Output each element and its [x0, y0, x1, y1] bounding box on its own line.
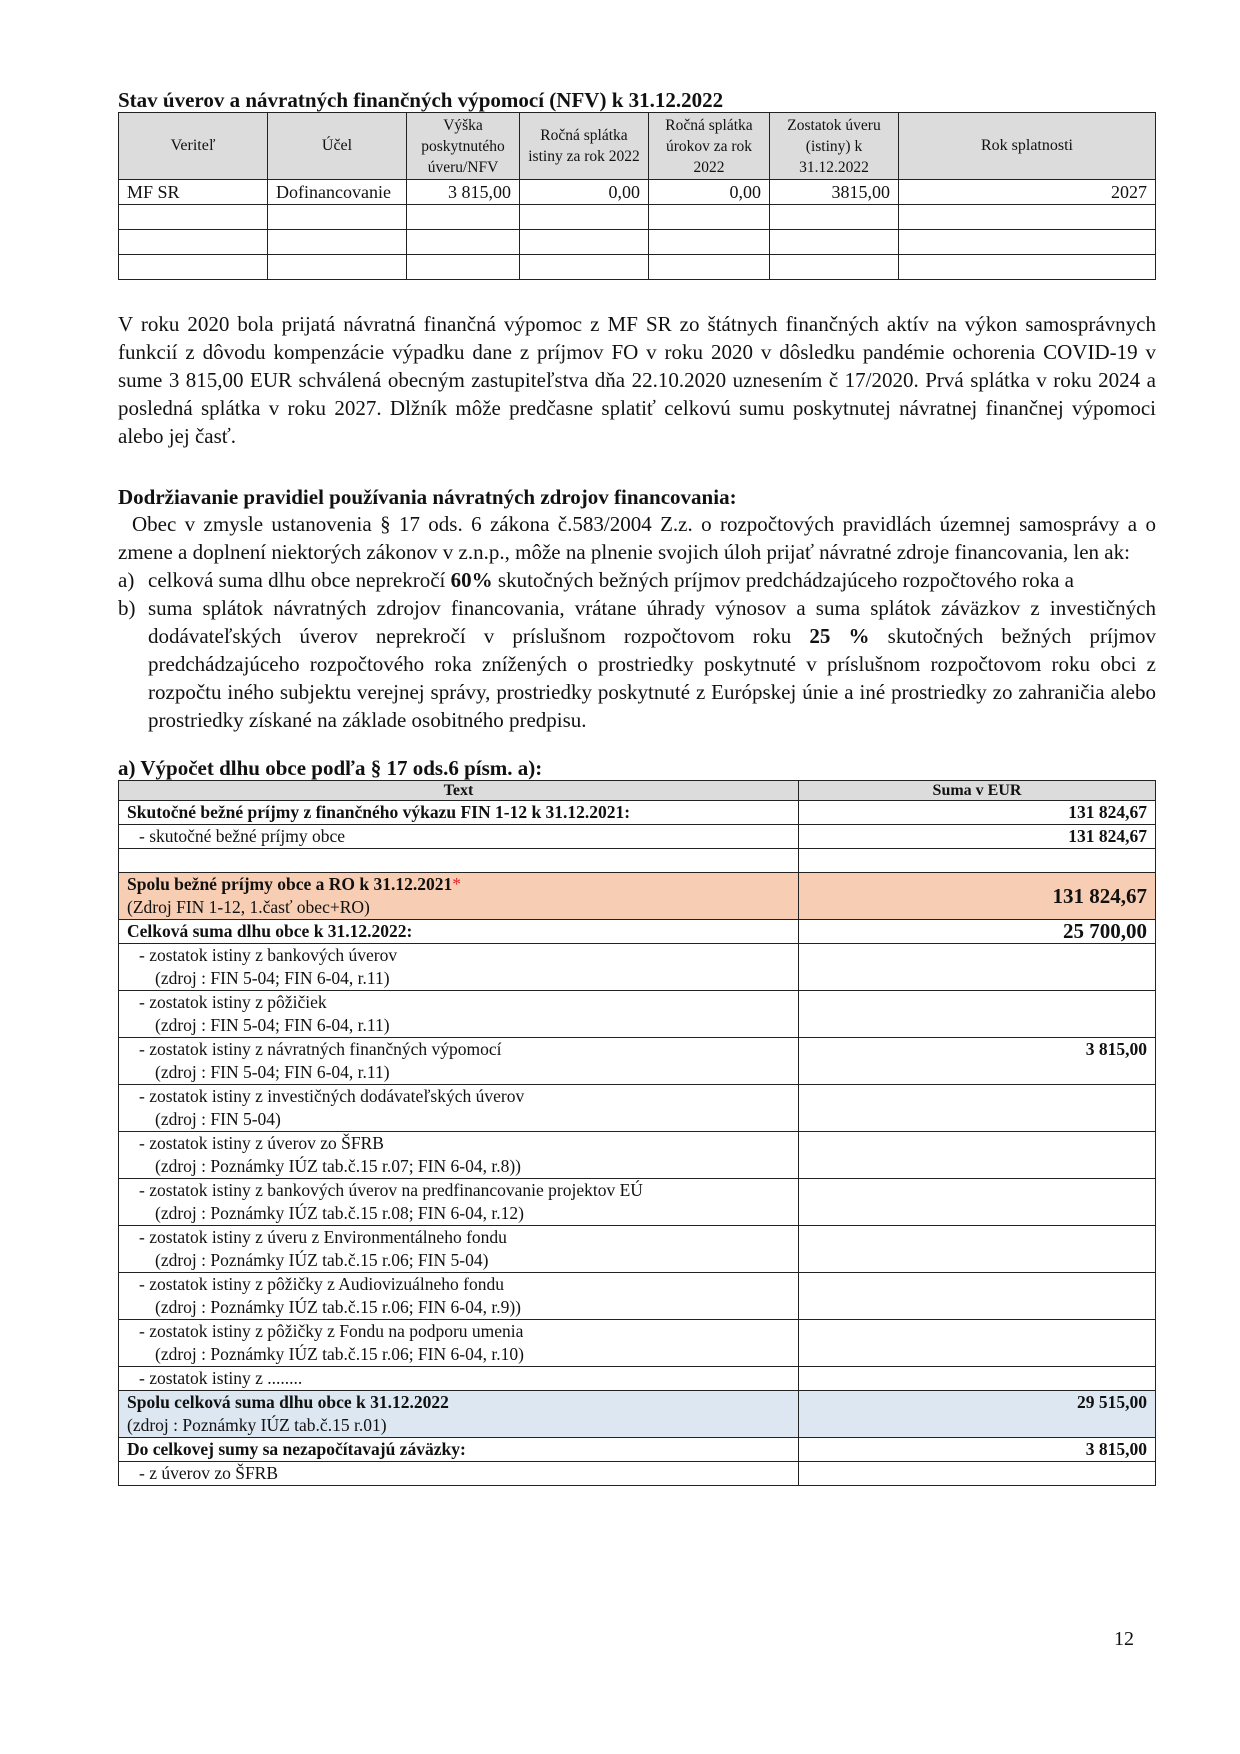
table-row	[119, 825, 1156, 849]
row-value	[799, 1320, 1156, 1367]
table-row	[119, 801, 1156, 825]
table-row	[119, 944, 1156, 991]
row-label: Do celkovej sumy sa nezapočítavajú záväzky:	[119, 1438, 799, 1462]
calc-title: a) Výpočet dlhu obce podľa § 17 ods.6 písm. a):	[118, 756, 543, 780]
row-value: 3 815,00	[799, 1438, 1156, 1462]
row-value	[799, 1179, 1156, 1226]
loans-title: Stav úverov a návratných finančných výpomocí (NFV) k 31.12.2022	[118, 88, 724, 112]
cell-balance: 3815,00	[770, 180, 899, 205]
row-value: 25 700,00	[799, 920, 1156, 944]
col-header-amount: Výška poskytnutého úveru/NFV	[407, 113, 520, 180]
col-header-sum: Suma v EUR	[799, 781, 1156, 801]
col-header-maturity: Rok splatnosti	[899, 113, 1156, 180]
row-label: - zostatok istiny z investičných dodávateľských úverov (zdroj : FIN 5-04)	[119, 1085, 799, 1132]
row-value	[799, 1085, 1156, 1132]
col-header-creditor: Veriteľ	[119, 113, 268, 180]
rule-a	[118, 566, 1156, 594]
row-value: 131 824,67	[799, 873, 1156, 920]
table-row	[119, 1038, 1156, 1085]
rule-b-text: suma splátok návratných zdrojov financovania, vrátane úhrady výnosov a suma splátok záväzkov z investičných dodávateľských úverov neprekročí v príslušnom rozpočtovom roku 25 % skutočných bežných príjmov predchádzajúceho rozpočtového roka znížených o prostriedky poskytnuté v príslušnom rozpočtovom roku obci z rozpočtu iného subjektu verejnej správy, prostriedky poskytnuté z Európskej únie a iné prostriedky zo zahraničia alebo prostriedky získané na základe osobitného predpisu.	[148, 596, 1157, 732]
row-label: Spolu bežné príjmy obce a RO k 31.12.2021* (Zdroj FIN 1-12, 1.časť obec+RO)	[119, 873, 799, 920]
loans-table	[118, 112, 1156, 280]
table-row	[119, 1226, 1156, 1273]
table-row	[119, 1462, 1156, 1486]
rule-a-marker: a)	[118, 568, 135, 592]
rule-b-marker: b)	[118, 596, 136, 620]
cell-purpose: Dofinancovanie	[268, 180, 407, 205]
row-label: - zostatok istiny z ........	[119, 1367, 799, 1391]
row-label: Spolu celková suma dlhu obce k 31.12.2022 (zdroj : Poznámky IÚZ tab.č.15 r.01)	[119, 1391, 799, 1438]
debt-calculation-table	[118, 780, 1156, 1486]
cell-amount: 3 815,00	[407, 180, 520, 205]
row-label: Celková suma dlhu obce k 31.12.2022:	[119, 920, 799, 944]
row-value: 29 515,00	[799, 1391, 1156, 1438]
cell-principal-repayment: 0,00	[520, 180, 649, 205]
row-value	[799, 1462, 1156, 1486]
row-value: 3 815,00	[799, 1038, 1156, 1085]
row-label: - zostatok istiny z úveru z Environmentálneho fondu (zdroj : Poznámky IÚZ tab.č.15 r.06; FIN 5-04)	[119, 1226, 799, 1273]
col-header-principal-repayment: Ročná splátka istiny za rok 2022	[520, 113, 649, 180]
table-row	[119, 1367, 1156, 1391]
rule-a-limit: 60%	[450, 568, 493, 592]
nfv-paragraph: V roku 2020 bola prijatá návratná finančná výpomoc z MF SR zo štátnych finančných aktív na výkon samosprávnych funkcií z dôvodu kompenzácie výpadku dane z príjmov FO v roku 2020 v dôsledku pandémie ochorenia COVID-19 v sume 3 815,00 EUR schválená obecným zastupiteľstva dňa 22.10.2020 uznesením č 17/2020. Prvá splátka v roku 2024 a posledná splátka v roku 2027. Dlžník môže predčasne splatiť celkovú sumu poskytnutej návratnej finančnej výpomoci alebo jej časť.	[118, 312, 1156, 448]
table-row	[119, 1132, 1156, 1179]
table-row	[119, 1438, 1156, 1462]
row-label: - z úverov zo ŠFRB	[119, 1462, 799, 1486]
col-header-purpose: Účel	[268, 113, 407, 180]
row-label: - zostatok istiny z bankových úverov na predfinancovanie projektov EÚ (zdroj : Poznámky IÚZ tab.č.15 r.08; FIN 6-04, r.12)	[119, 1179, 799, 1226]
row-value	[799, 1132, 1156, 1179]
rule-b-limit: 25 %	[809, 624, 870, 648]
rule-b	[118, 594, 1156, 734]
row-value	[799, 1273, 1156, 1320]
row-label: - zostatok istiny z pôžičky z Fondu na podporu umenia (zdroj : Poznámky IÚZ tab.č.15 r.06; FIN 6-04, r.10)	[119, 1320, 799, 1367]
rule-a-text: celková suma dlhu obce neprekročí 60% skutočných bežných príjmov predchádzajúceho rozpočtového roka a	[148, 568, 1074, 592]
asterisk: *	[452, 874, 461, 894]
debt-items	[119, 944, 1156, 1367]
table-row	[119, 920, 1156, 944]
total-debt-row	[119, 1391, 1156, 1438]
row-value: 131 824,67	[799, 825, 1156, 849]
table-row	[119, 991, 1156, 1038]
col-header-interest-repayment: Ročná splátka úrokov za rok 2022	[649, 113, 770, 180]
table-row	[119, 180, 1156, 205]
row-label: Skutočné bežné príjmy z finančného výkazu FIN 1-12 k 31.12.2021:	[119, 801, 799, 825]
table-row	[119, 1085, 1156, 1132]
table-row	[119, 1179, 1156, 1226]
calc-header-row	[119, 781, 1156, 801]
row-value	[799, 991, 1156, 1038]
table-row-empty	[119, 849, 1156, 873]
col-header-balance: Zostatok úveru (istiny) k 31.12.2022	[770, 113, 899, 180]
row-value	[799, 1226, 1156, 1273]
table-row-empty	[119, 205, 1156, 230]
rules-heading: Dodržiavanie pravidiel používania návratných zdrojov financovania:	[118, 485, 737, 509]
rules-list	[118, 566, 1156, 734]
table-row-empty	[119, 255, 1156, 280]
row-value	[799, 944, 1156, 991]
cell-interest-repayment: 0,00	[649, 180, 770, 205]
row-value: 131 824,67	[799, 801, 1156, 825]
page-number: 12	[1114, 1628, 1134, 1650]
row-label: - zostatok istiny z pôžičiek (zdroj : FIN 5-04; FIN 6-04, r.11)	[119, 991, 799, 1038]
col-header-text: Text	[119, 781, 799, 801]
table-row	[119, 1320, 1156, 1367]
row-label: - zostatok istiny z úverov zo ŠFRB (zdroj : Poznámky IÚZ tab.č.15 r.07; FIN 6-04, r.8))	[119, 1132, 799, 1179]
row-label: - skutočné bežné príjmy obce	[119, 825, 799, 849]
cell-maturity: 2027	[899, 180, 1156, 205]
total-income-row	[119, 873, 1156, 920]
cell-creditor: MF SR	[119, 180, 268, 205]
table-row-empty	[119, 230, 1156, 255]
row-value	[799, 1367, 1156, 1391]
row-label: - zostatok istiny z návratných finančných výpomocí (zdroj : FIN 5-04; FIN 6-04, r.11)	[119, 1038, 799, 1085]
row-label: - zostatok istiny z pôžičky z Audiovizuálneho fondu (zdroj : Poznámky IÚZ tab.č.15 r.06; FIN 6-04, r.9))	[119, 1273, 799, 1320]
document-page	[118, 88, 1156, 1486]
rules-intro: Obec v zmysle ustanovenia § 17 ods. 6 zákona č.583/2004 Z.z. o rozpočtových pravidlách územnej samosprávy a o zmene a doplnení niektorých zákonov v z.n.p., môže na plnenie svojich úloh prijať návratné zdroje financovania, len ak:	[118, 512, 1156, 564]
loans-header-row	[119, 113, 1156, 180]
table-row	[119, 1273, 1156, 1320]
row-label: - zostatok istiny z bankových úverov (zdroj : FIN 5-04; FIN 6-04, r.11)	[119, 944, 799, 991]
